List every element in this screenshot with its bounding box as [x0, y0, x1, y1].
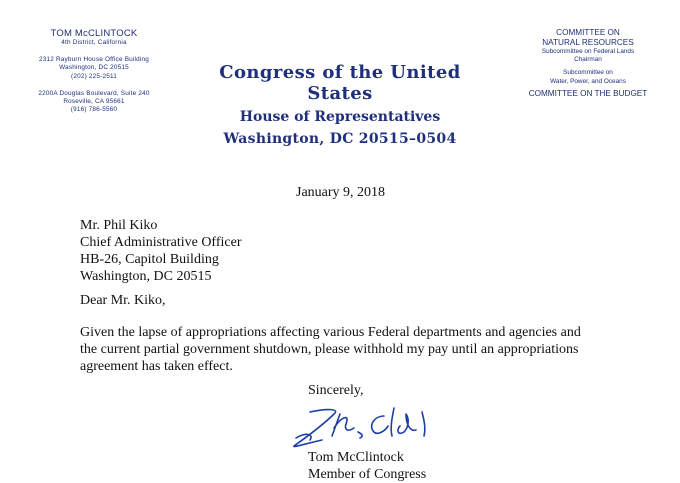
recipient-line: Washington, DC 20515 — [80, 269, 212, 284]
masthead — [185, 62, 495, 147]
letter-date: January 9, 2018 — [296, 185, 386, 200]
district-office-line1: 2200A Douglas Boulevard, Suite 240 — [38, 89, 150, 97]
recipient-line: Chief Administrative Officer — [80, 235, 242, 250]
dc-office-phone: (202) 225-2511 — [70, 72, 118, 80]
subcommittee1-line2: Chairman — [574, 56, 602, 64]
member-name: TOM McCLINTOCK — [50, 28, 138, 39]
signer-name: Tom McClintock — [308, 450, 404, 465]
district-office-phone: (916) 786-5560 — [70, 106, 118, 114]
committee-line1: COMMITTEE ON — [556, 28, 620, 37]
budget-committee: COMMITTEE ON THE BUDGET — [528, 88, 648, 98]
letter-body: Given the lapse of appropriations affecting various Federal departments and agencies and the current partial government shutdown, please withhold my pay until an appropriations agreement has taken effect. — [80, 325, 581, 374]
recipient-line: Mr. Phil Kiko — [80, 218, 158, 233]
masthead-congress: Congress of the United States — [219, 62, 461, 104]
letterhead-right — [515, 28, 661, 99]
signer-block — [308, 449, 426, 483]
committee-line2: NATURAL RESOURCES — [542, 38, 634, 47]
salutation: Dear Mr. Kiko, — [80, 293, 166, 308]
subcommittee2-line2: Water, Power, and Oceans — [550, 77, 626, 85]
subcommittee1-line1: Subcommittee on Federal Lands — [541, 48, 635, 55]
dc-office-line1: 2312 Rayburn House Office Building — [38, 56, 150, 64]
signature — [288, 402, 448, 452]
closing: Sincerely, — [308, 383, 364, 398]
recipient-line: HB-26, Capitol Building — [80, 252, 219, 267]
letterhead-left — [20, 28, 168, 114]
masthead-house: House of Representatives — [239, 109, 441, 125]
recipient-address — [80, 217, 241, 285]
district: 4th District, California — [61, 39, 127, 46]
subcommittee2-line1: Subcommittee on — [563, 69, 613, 77]
district-office-line2: Roseville, CA 95661 — [63, 98, 125, 106]
signer-title: Member of Congress — [308, 467, 427, 482]
masthead-address: Washington, DC 20515–0504 — [223, 131, 457, 147]
dc-office-line2: Washington, DC 20515 — [59, 64, 129, 72]
